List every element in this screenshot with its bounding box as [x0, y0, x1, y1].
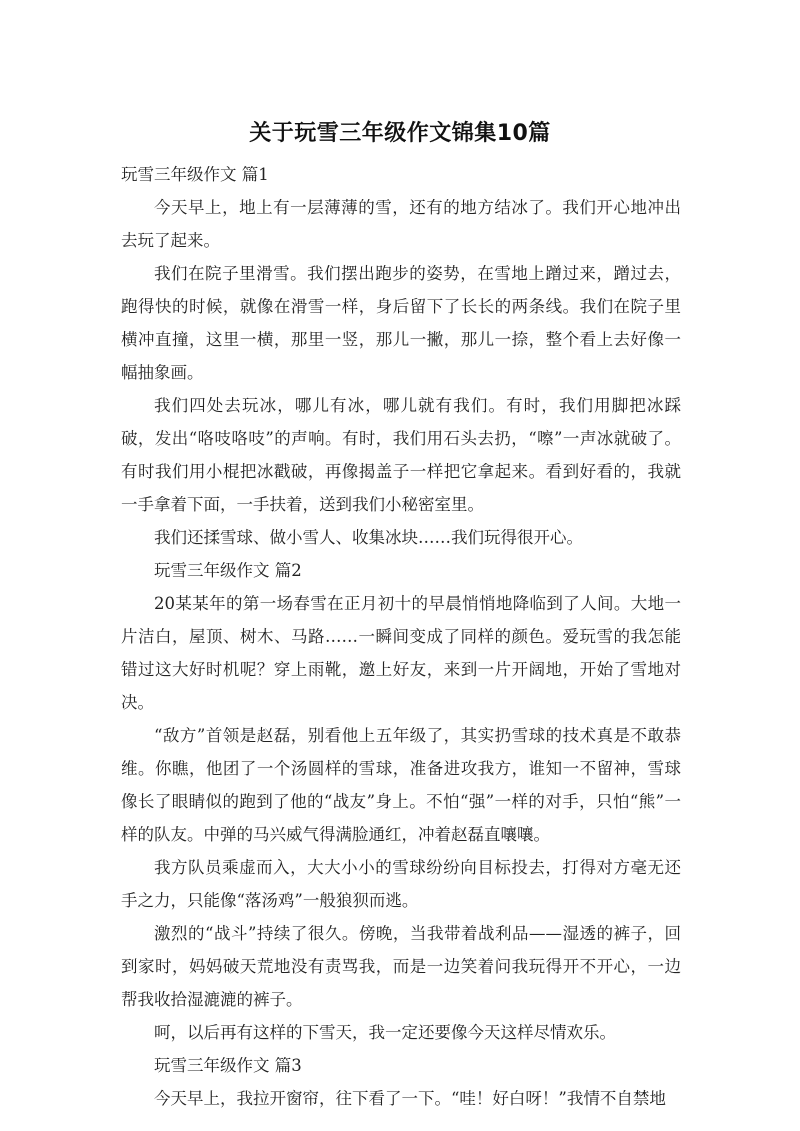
paragraph: 我方队员乘虚而入，大大小小的雪球纷纷向目标投去，打得对方毫无还手之力，只能像“落汤鸡”一般狼狈而逃。	[121, 858, 681, 910]
paragraph: 激烈的“战斗”持续了很久。傍晚，当我带着战利品——湿透的裤子，回到家时，妈妈破天荒地没有责骂我，而是一边笑着问我玩得开不开心，一边帮我收拾湿漉漉的裤子。	[121, 924, 681, 1009]
section-2	[121, 554, 681, 1049]
section-heading: 玩雪三年级作文 篇2	[154, 561, 302, 580]
paragraph: 我们还揉雪球、做小雪人、收集冰块……我们玩得很开心。	[154, 528, 583, 547]
paragraph: “敌方”首领是赵磊，别看他上五年级了，其实扔雪球的技术真是不敢恭维。你瞧，他团了一个汤圆样的雪球，准备进攻我方，谁知一不留神，雪球像长了眼睛似的跑到了他的“战友”身上。不怕“强”一样的对手，只怕“熊”一样的队友。中弹的马兴威气得满脸通红，冲着赵磊直嚷嚷。	[121, 726, 681, 844]
section-1	[121, 158, 681, 554]
document-body	[121, 158, 681, 1115]
paragraph: 20某某年的第一场春雪在正月初十的早晨悄悄地降临到了人间。大地一片洁白，屋顶、树木、马路……一瞬间变成了同样的颜色。爱玩雪的我怎能错过这大好时机呢？穿上雨靴，邀上好友，来到一片开阔地，开始了雪地对决。	[121, 594, 681, 712]
paragraph: 我们四处去玩冰，哪儿有冰，哪儿就有我们。有时，我们用脚把冰踩破，发出“咯吱咯吱”的声响。有时，我们用石头去扔，“嚓”一声冰就破了。有时我们用小棍把冰戳破，再像揭盖子一样把它拿起来。看到好看的，我就一手拿着下面，一手扶着，送到我们小秘密室里。	[121, 396, 681, 514]
paragraph: 我们在院子里滑雪。我们摆出跑步的姿势，在雪地上蹭过来，蹭过去，跑得快的时候，就像在滑雪一样，身后留下了长长的两条线。我们在院子里横冲直撞，这里一横，那里一竖，那儿一撇，那儿一捺，整个看上去好像一幅抽象画。	[121, 264, 681, 382]
section-heading: 玩雪三年级作文 篇3	[154, 1056, 302, 1075]
paragraph: 今天早上，地上有一层薄薄的雪，还有的地方结冰了。我们开心地冲出去玩了起来。	[121, 198, 681, 250]
document-title: 关于玩雪三年级作文锦集10篇	[249, 121, 551, 146]
paragraph: 今天早上，我拉开窗帘，往下看了一下。“哇！好白呀！”我情不自禁地	[154, 1089, 666, 1108]
paragraph: 呵，以后再有这样的下雪天，我一定还要像今天这样尽情欢乐。	[154, 1023, 616, 1042]
section-3	[121, 1049, 681, 1115]
section-heading: 玩雪三年级作文 篇1	[121, 165, 269, 184]
